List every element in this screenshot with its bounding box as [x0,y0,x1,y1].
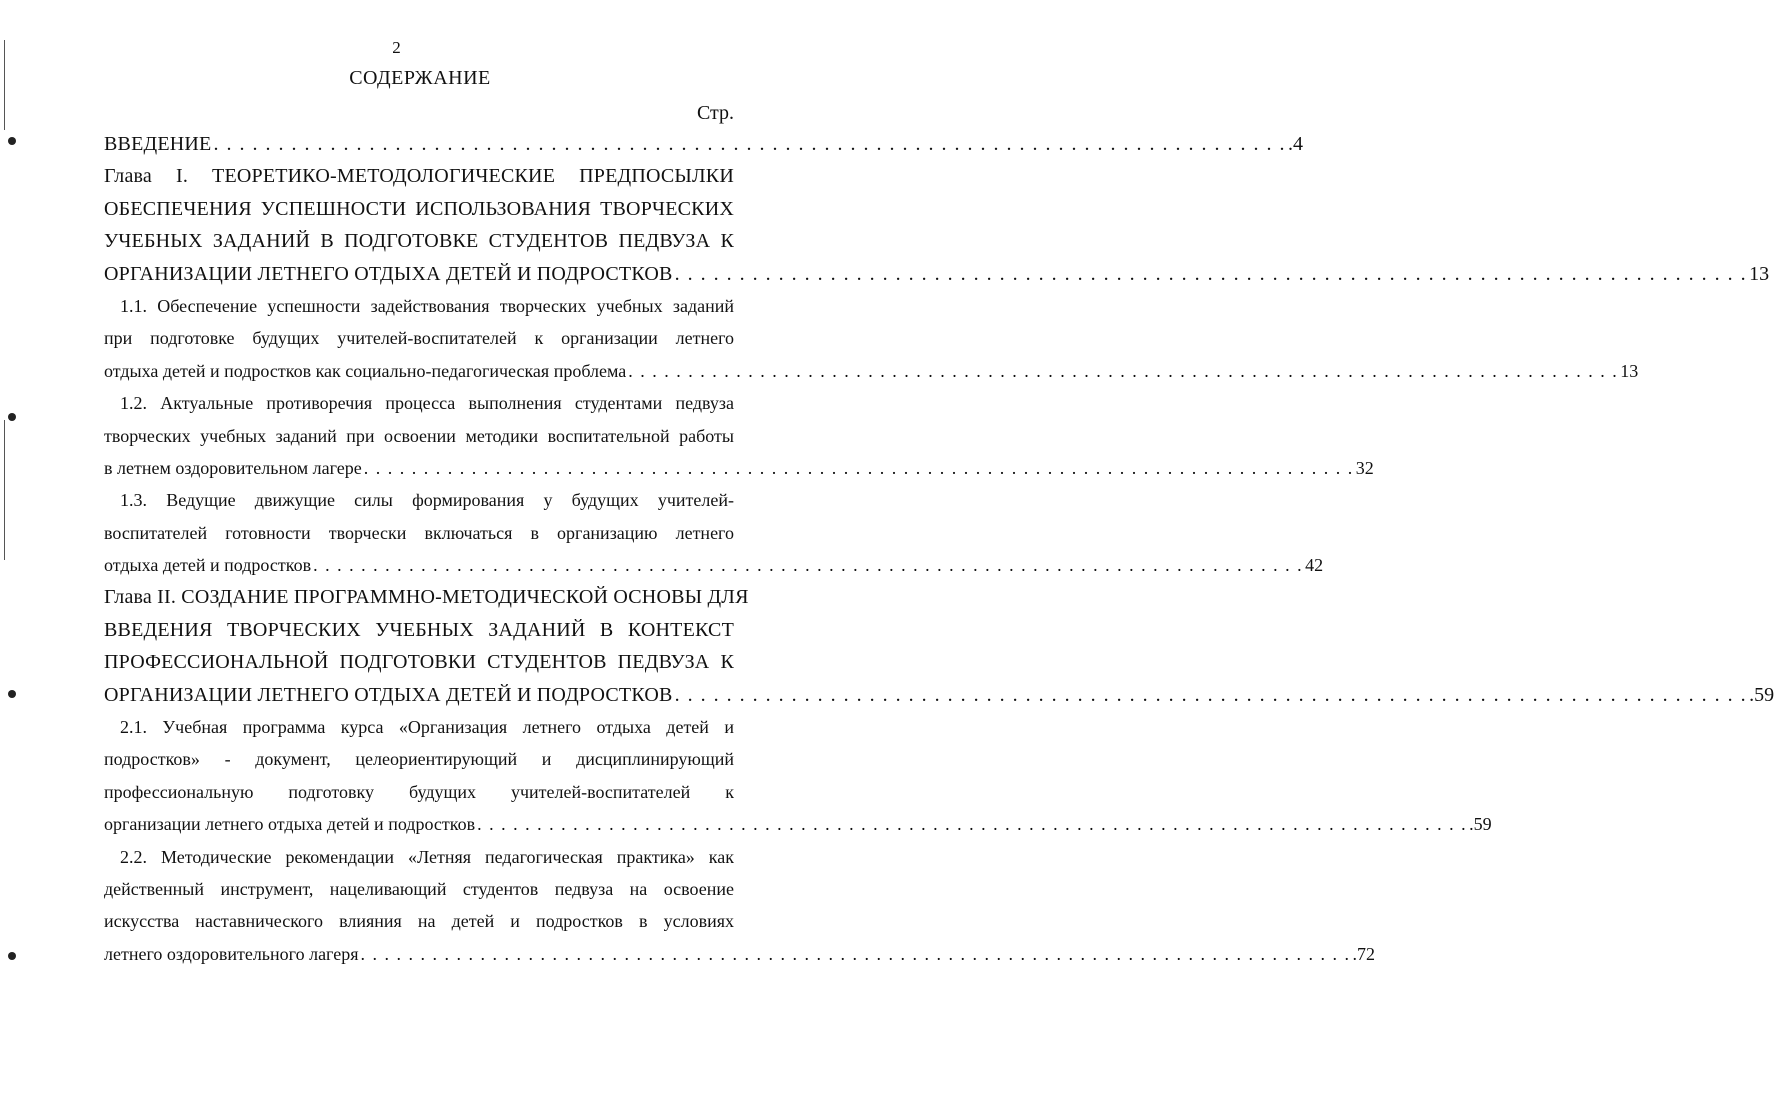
toc-entry-page: .59 [1749,683,1774,706]
toc-entry-line: профессиональную подготовку будущих учителей-воспитателей к [104,781,734,802]
toc-entry-section-2-1[interactable] [104,711,1492,841]
dot-leader: . . . . . . . . . . . . . . . . . . . . . . . . . . . . . . . . . . . . . . . . . . . . . . . . . . . . . . . . . . . . . . . . . . . . . . . . . . . . . . . . . . . [360,943,1351,964]
table-of-contents [104,128,1774,970]
dot-leader: . . . . . . . . . . . . . . . . . . . . . . . . . . . . . . . . . . . . . . . . . . . . . . . . . . . . . . . . . . . . . . . . . . . . . . . . . . . . . . . . . . . [674,683,1748,706]
toc-entry-line: искусства наставнического влияния на детей и подростков в условиях [104,911,734,932]
toc-entry-page: .72 [1352,943,1375,964]
toc-entry-page: 42 [1305,555,1324,576]
margin-dot-icon [8,413,16,421]
toc-entry-line: летнего оздоровительного лагеря [104,943,359,964]
margin-dot-icon [8,137,16,145]
toc-entry-line: действенный инструмент, нацеливающий студентов педвуза на освоение [104,878,734,899]
toc-entry-line: Глава I. ТЕОРЕТИКО-МЕТОДОЛОГИЧЕСКИЕ ПРЕДПОСЫЛКИ [104,165,734,188]
toc-entry-line: УЧЕБНЫХ ЗАДАНИЙ В ПОДГОТОВКЕ СТУДЕНТОВ ПЕДВУЗА К [104,230,734,253]
toc-entry-chapter-1[interactable] [104,160,1770,290]
page-title: СОДЕРЖАНИЕ [349,67,491,89]
toc-entry-line: отдыха детей и подростков как социально-педагогическая проблема [104,360,627,381]
toc-entry-line: 1.2. Актуальные противоречия процесса выполнения студентами педвуза [120,393,734,414]
toc-entry-introduction[interactable] [104,128,1303,160]
toc-entry-line: организации летнего отдыха детей и подростков [104,814,476,835]
toc-entry-section-1-1[interactable] [104,290,1639,387]
dot-leader: . . . . . . . . . . . . . . . . . . . . . . . . . . . . . . . . . . . . . . . . . . . . . . . . . . . . . . . . . . . . . . . . . . . . . . . . . . . . . . . . . . . [628,360,1619,381]
toc-entry-line: при подготовке будущих учителей-воспитателей к организации летнего [104,328,734,349]
toc-entry-section-2-2[interactable] [104,841,1375,971]
toc-entry-line: воспитателей готовности творчески включаться в организацию летнего [104,522,734,543]
toc-entry-line: творческих учебных заданий при освоении методики воспитательной работы [104,425,734,446]
toc-entry-line: ВВЕДЕНИЯ ТВОРЧЕСКИХ УЧЕБНЫХ ЗАДАНИЙ В КОНТЕКСТ [104,618,734,641]
dot-leader: . . . . . . . . . . . . . . . . . . . . . . . . . . . . . . . . . . . . . . . . . . . . . . . . . . . . . . . . . . . . . . . . . . . . . . . . . . . . . . . . . . . [363,457,1354,478]
toc-entry-line: подростков» - документ, целеориентирующий и дисциплинирующий [104,749,734,770]
toc-entry-line: ОБЕСПЕЧЕНИЯ УСПЕШНОСТИ ИСПОЛЬЗОВАНИЯ ТВОРЧЕСКИХ [104,197,734,220]
toc-entry-title: ВВЕДЕНИЕ [104,133,212,155]
toc-entry-section-1-3[interactable] [104,484,1324,581]
toc-entry-page: .59 [1469,814,1492,835]
toc-entry-line: 2.2. Методические рекомендации «Летняя педагогическая практика» как [120,846,734,867]
toc-entry-line: 1.1. Обеспечение успешности задействования творческих учебных заданий [120,295,734,316]
toc-entry-line: ОРГАНИЗАЦИИ ЛЕТНЕГО ОТДЫХА ДЕТЕЙ И ПОДРОСТКОВ [104,683,673,706]
toc-entry-chapter-2[interactable] [104,581,1774,711]
dot-leader: . . . . . . . . . . . . . . . . . . . . . . . . . . . . . . . . . . . . . . . . . . . . . . . . . . . . . . . . . . . . . . . . . . . . . . . . . . . . . . . . . . . [674,262,1748,285]
page-number: 2 [392,38,401,57]
dot-leader: . . . . . . . . . . . . . . . . . . . . . . . . . . . . . . . . . . . . . . . . . . . . . . . . . . . . . . . . . . . . . . . . . . . . . . . . . . . . . . . . . . . [213,133,1286,155]
toc-entry-page: 13 [1620,360,1639,381]
dot-leader: . . . . . . . . . . . . . . . . . . . . . . . . . . . . . . . . . . . . . . . . . . . . . . . . . . . . . . . . . . . . . . . . . . . . . . . . . . . . . . . . . . . [477,814,1468,835]
toc-entry-line: отдыха детей и подростков [104,555,312,576]
toc-entry-line: в летнем оздоровительном лагере [104,457,362,478]
toc-entry-line: ПРОФЕССИОНАЛЬНОЙ ПОДГОТОВКИ СТУДЕНТОВ ПЕДВУЗА К [104,651,734,674]
dot-leader: . . . . . . . . . . . . . . . . . . . . . . . . . . . . . . . . . . . . . . . . . . . . . . . . . . . . . . . . . . . . . . . . . . . . . . . . . . . . . . . . . . . [313,555,1304,576]
toc-entry-line: 1.3. Ведущие движущие силы формирования у будущих учителей- [120,490,734,511]
margin-line [4,420,5,560]
margin-dot-icon [8,690,16,698]
toc-entry-page: 13 [1749,262,1770,285]
pages-column-header: Стр. [696,102,734,124]
toc-entry-line: ОРГАНИЗАЦИИ ЛЕТНЕГО ОТДЫХА ДЕТЕЙ И ПОДРОСТКОВ [104,262,673,285]
toc-entry-line: Глава II. СОЗДАНИЕ ПРОГРАММНО-МЕТОДИЧЕСКОЙ ОСНОВЫ ДЛЯ [104,586,749,609]
margin-dot-icon [8,952,16,960]
toc-entry-line: 2.1. Учебная программа курса «Организация летнего отдыха детей и [120,717,734,738]
toc-entry-section-1-2[interactable] [104,387,1374,484]
toc-entry-page: 32 [1355,457,1374,478]
toc-entry-page: .4 [1287,133,1303,155]
